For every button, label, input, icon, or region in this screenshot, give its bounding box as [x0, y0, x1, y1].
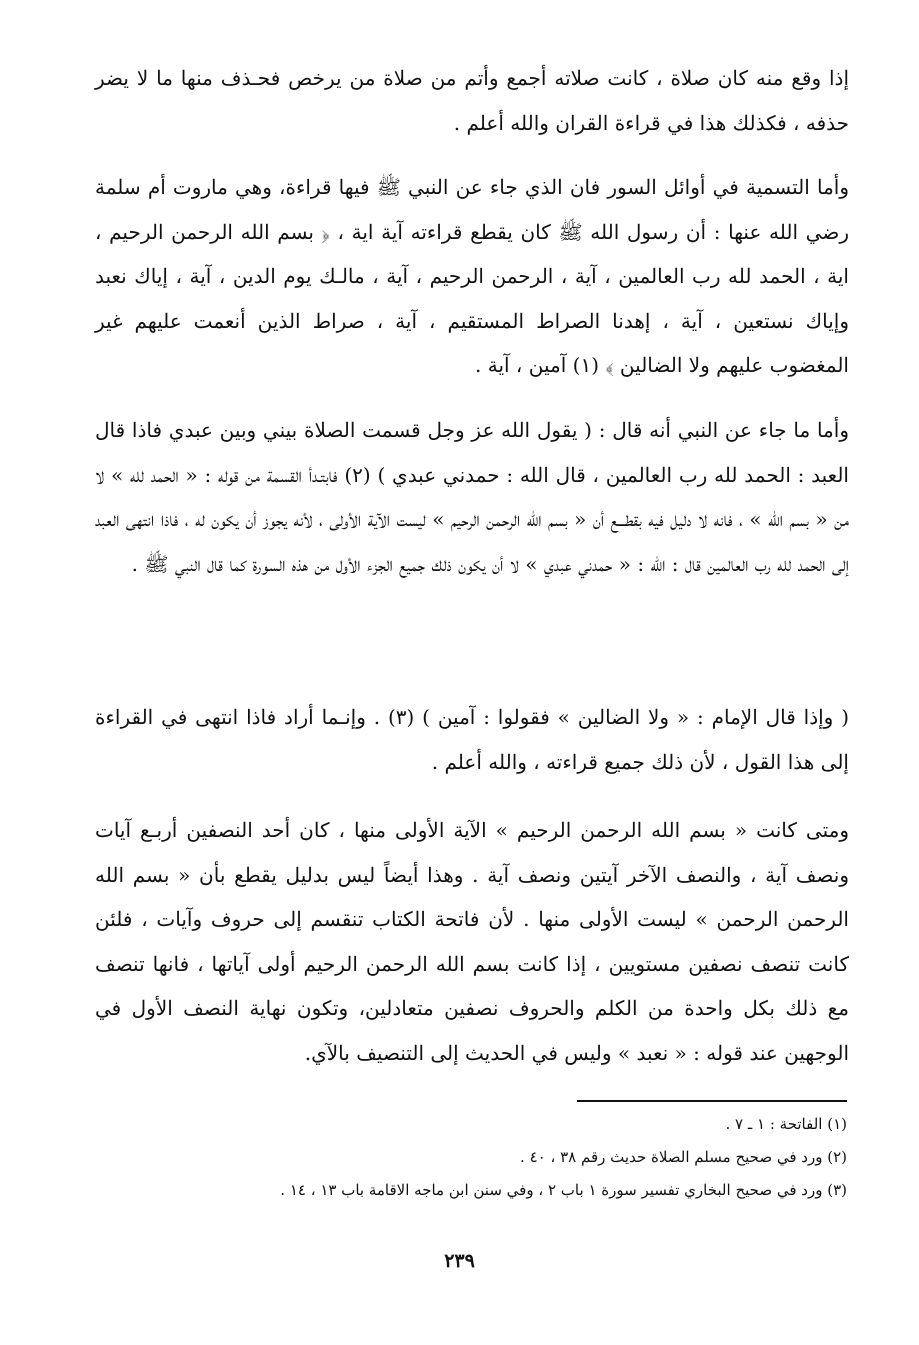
page-number: ٢٣٩ [444, 1250, 475, 1272]
footnote-separator [577, 1100, 847, 1102]
paragraph-4: ( وإذا قال الإمام : « ولا الضالين » فقولوا : آمين ) (٣) . وإنـما أراد فاذا انتهى في القراءة إلى هذا القول ، لأن ذلك جميع قراءته ، والله أعلم . [95, 705, 849, 774]
paragraph-1: إذا وقع منه كان صلاة ، كانت صلاته أجمع وأتم من صلاة من يرخص فحـذف منها ما لا يضر حذفه ، فكذلك هذا في قراءة القران والله أعلم . [95, 66, 849, 135]
paragraph-5: ومتى كانت « بسم الله الرحمن الرحيم » الآية الأولى منها ، كان أحد النصفين أربـع آيات ونصف آية ، والنصف الآخر آيتين ونصف آية . وهذا أيضاً ليس بدليل يقطع بأن « بسم الله الرحمن الرحمن » ليست الأولى منها . لأن فاتحة الكتاب تنقسم إلى حروف وآيات ، فلئن كانت تنصف نصفين مستويين ، إذا كانت بسم الله الرحمن الرحيم أولى آياتها ، فانها تنصف مع ذلك بكل واحدة من الكلم والحروف نصفين متعادلين، وتكون نهاية النصف الأول في الوجهين عند قوله : « نعبد » وليس في الحديث إلى التنصيف بالآي. [95, 818, 849, 1065]
paragraph-3: وأما ما جاء عن النبي أنه قال : ( يقول الله عز وجل قسمت الصلاة بيني وبين عبدي فاذا قال العبد : الحمد لله رب العالمين ، قال الله : حمدني عبدي ) (٢) فابتـدأ القسمة من قوله : « الحمد لله » لا من « بسم الله » ، فانه لا دليل فيه بقطـــع أن « بسم الله الرحمن الرحيم » ليست الآية الأولى ، لأنه يجوز أن يكون له ، فاذا انتهى العبد إلى الحمد لله رب العالمين قال : الله : « حمدني عبدي » لا أن يكون ذلك جميع الجزء الأول من هذه السورة كما قال النبي ﷺ . [95, 418, 849, 576]
footnote-3: (٣) ورد في صحيح البخاري تفسير سورة ١ باب ٢ ، وفي سنن ابن ماجه الاقامة باب ١٣ ، ١٤ . [280, 1181, 847, 1199]
footnote-1: (١) الفاتحة : ١ ـ ٧ . [725, 1115, 847, 1133]
paragraph-2: وأما التسمية في أوائل السور فان الذي جاء عن النبي ﷺ فيها قراءة، وهي ماروت أم سلمة رضي الله عنها : أن رسول الله ﷺ كان يقطع قراءته آية اية ، ﴿ بسم الله الرحمن الرحيم ، اية ، الحمد لله رب العالمين ، آية ، الرحمن الرحيم ، آية ، مالـك يوم الدين ، آية ، إياك نعبد وإياك نستعين ، آية ، إهدنا الصراط المستقيم ، آية ، صراط الذين أنعمت عليهم غير المغضوب عليهم ولا الضالين ﴾ (١) آمين ، آية . [95, 175, 849, 377]
footnote-2: (٢) ورد في صحيح مسلم الصلاة حديث رقم ٣٨ ، ٤٠ . [520, 1148, 847, 1166]
footnotes [95, 1108, 847, 1207]
